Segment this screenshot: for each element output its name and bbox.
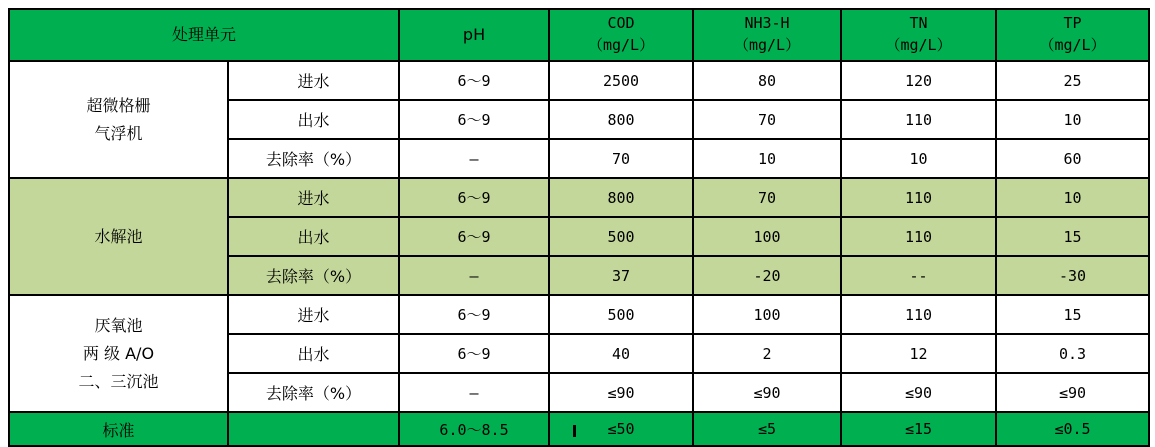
row-label-cell[interactable]: 去除率（%） [228, 373, 399, 412]
value-cell-tn[interactable]: 110 [841, 217, 996, 256]
unit-line: 水解池 [94, 226, 143, 246]
standard-value-tn[interactable]: ≤15 [841, 412, 996, 446]
value-cell-tn[interactable]: 110 [841, 178, 996, 217]
row-label-cell[interactable]: 出水 [228, 217, 399, 256]
row-label-cell[interactable]: 去除率（%） [228, 139, 399, 178]
unit-cell-anaerobic-ao[interactable] [9, 295, 228, 412]
standard-value-nh3h[interactable]: ≤5 [693, 412, 841, 446]
value-cell-tp[interactable]: 10 [996, 178, 1149, 217]
value-cell-ph[interactable]: 6～9 [399, 217, 549, 256]
value-cell-nh3h[interactable]: 80 [693, 61, 841, 100]
col-name: TN [909, 14, 928, 33]
value-cell-ph[interactable]: — [399, 139, 549, 178]
value-cell-ph[interactable]: 6～9 [399, 61, 549, 100]
header-cell-nh3h[interactable] [693, 9, 841, 61]
value-cell-nh3h[interactable]: 2 [693, 334, 841, 373]
value-cell-cod[interactable]: 2500 [549, 61, 693, 100]
value-cell-cod[interactable]: 500 [549, 295, 693, 334]
value-cell-tn[interactable]: 10 [841, 139, 996, 178]
value-cell-cod[interactable]: 70 [549, 139, 693, 178]
standard-value-ph[interactable]: 6.0～8.5 [399, 412, 549, 446]
col-name: COD [607, 14, 635, 33]
col-unit: （mg/L） [587, 36, 655, 54]
standard-empty-cell[interactable] [228, 412, 399, 446]
value-cell-ph[interactable]: 6～9 [399, 178, 549, 217]
value-cell-tp[interactable]: 10 [996, 100, 1149, 139]
unit-line: 气浮机 [94, 123, 143, 143]
unit-line: 超微格栅 [86, 95, 151, 115]
text-cursor [573, 425, 576, 437]
value-cell-tn[interactable]: 110 [841, 295, 996, 334]
row-label-cell[interactable]: 出水 [228, 334, 399, 373]
unit-line: 二、三沉池 [78, 371, 159, 391]
unit-line: 两 级 A/O [82, 343, 155, 363]
value-cell-nh3h[interactable]: -20 [693, 256, 841, 295]
row-label-cell[interactable]: 进水 [228, 61, 399, 100]
unit-cell-hydrolysis[interactable] [9, 178, 228, 295]
table-row [9, 61, 1149, 100]
row-label-cell[interactable]: 进水 [228, 178, 399, 217]
value-cell-tn[interactable]: ≤90 [841, 373, 996, 412]
value-cell-tn[interactable]: -- [841, 256, 996, 295]
value-cell-nh3h[interactable]: 100 [693, 295, 841, 334]
value-cell-ph[interactable]: 6～9 [399, 295, 549, 334]
standard-value-tp[interactable]: ≤0.5 [996, 412, 1149, 446]
value-cell-cod[interactable]: 800 [549, 178, 693, 217]
value-cell-nh3h[interactable]: 100 [693, 217, 841, 256]
col-unit: （mg/L） [885, 36, 952, 54]
header-cell-cod[interactable] [549, 9, 693, 61]
value-cell-cod[interactable]: 37 [549, 256, 693, 295]
col-unit: （mg/L） [1039, 36, 1106, 54]
value-cell-tp[interactable]: 25 [996, 61, 1149, 100]
standard-label-cell[interactable]: 标准 [9, 412, 228, 446]
standard-value-cod[interactable]: ≤50 [549, 412, 693, 446]
col-name: TP [1063, 14, 1082, 33]
value-cell-tp[interactable]: 15 [996, 295, 1149, 334]
header-row [9, 9, 1149, 61]
value-cell-tp[interactable]: -30 [996, 256, 1149, 295]
header-cell-unit[interactable]: 处理单元 [9, 9, 399, 61]
value-cell-cod[interactable]: 500 [549, 217, 693, 256]
header-cell-tp[interactable] [996, 9, 1149, 61]
standard-row [9, 412, 1149, 446]
value-cell-tn[interactable]: 12 [841, 334, 996, 373]
value-cell-tn[interactable]: 110 [841, 100, 996, 139]
table-row [9, 178, 1149, 217]
value-cell-ph[interactable]: 6～9 [399, 100, 549, 139]
value-cell-tn[interactable]: 120 [841, 61, 996, 100]
value-cell-ph[interactable]: — [399, 256, 549, 295]
row-label-cell[interactable]: 去除率（%） [228, 256, 399, 295]
unit-cell-grid-flotation[interactable] [9, 61, 228, 178]
water-quality-table [8, 8, 1150, 447]
row-label-cell[interactable]: 进水 [228, 295, 399, 334]
value-cell-cod[interactable]: 40 [549, 334, 693, 373]
col-name: NH3-H [744, 14, 790, 33]
col-unit: （mg/L） [733, 36, 801, 54]
value-cell-tp[interactable]: 0.3 [996, 334, 1149, 373]
header-cell-ph[interactable]: pH [399, 9, 549, 61]
table-row [9, 295, 1149, 334]
value-cell-cod[interactable]: 800 [549, 100, 693, 139]
value-cell-nh3h[interactable]: 10 [693, 139, 841, 178]
value-cell-tp[interactable]: ≤90 [996, 373, 1149, 412]
value-cell-ph[interactable]: — [399, 373, 549, 412]
header-cell-tn[interactable] [841, 9, 996, 61]
value-cell-cod[interactable]: ≤90 [549, 373, 693, 412]
value-cell-ph[interactable]: 6～9 [399, 334, 549, 373]
value-cell-nh3h[interactable]: ≤90 [693, 373, 841, 412]
row-label-cell[interactable]: 出水 [228, 100, 399, 139]
value-cell-nh3h[interactable]: 70 [693, 178, 841, 217]
value-cell-tp[interactable]: 15 [996, 217, 1149, 256]
value-cell-nh3h[interactable]: 70 [693, 100, 841, 139]
value-cell-tp[interactable]: 60 [996, 139, 1149, 178]
unit-line: 厌氧池 [94, 315, 143, 335]
